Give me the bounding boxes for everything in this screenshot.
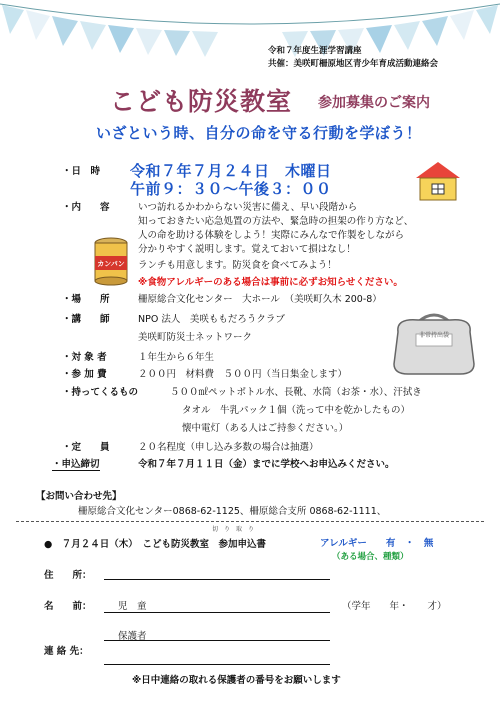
contact-label: 【お問い合わせ先】 [36,491,122,502]
fee: ２００円 材料費 ５００円（当日集金します） [138,369,348,380]
deadline-label: ・申込締切 [52,456,100,471]
content-line: 人の命を助ける体験をしよう！実際にみんなで作製をしながら [138,230,405,241]
deadline: 令和７年７月１１日（金）までに学校へお申込みください。 [138,459,395,470]
allergy-type-note: （ある場合、種類） [332,552,409,562]
instructor-2: 美咲町防災士ネットワーク [138,332,253,343]
house-icon [412,160,464,202]
bag-label: 非常持出袋 [418,332,449,339]
content-line: 分かりやすく説明します。覚えておいて損はなし！ [138,244,356,255]
child-name-field[interactable] [104,612,330,613]
fee-label: ・参 加 費 [62,369,107,380]
date-label: ・日 時 [62,166,101,177]
address-field[interactable] [104,579,330,580]
instructor-label: ・講 師 [62,314,110,325]
contact-text: 柵原総合文化センター0868-62-1125、柵原総合支所 0868-62-1111、 [78,506,387,517]
guardian-name-field[interactable] [104,640,330,641]
can-label: カンパン [97,260,125,268]
instructor-1: NPO 法人 美咲ももだろうクラブ [138,314,285,325]
target-label: ・対 象 者 [62,352,107,363]
event-date: 令和７年７月２４日 木曜日 [130,162,332,180]
bring-line: ５００㎖ペットボトル水、長靴、水筒（お茶・水）、汗拭き [170,387,422,398]
cut-mark: 切 り 取 り [212,526,255,533]
allergy-label: アレルギー 有 ・ 無 [320,538,434,549]
emergency-bag-icon [388,308,480,376]
content-label: ・内 容 [62,202,110,213]
content-line: 知っておきたい応急処置の方法や、緊急時の担架の作り方など、 [138,216,414,227]
course-name: 令和７年度生涯学習講座 [268,46,362,56]
page-subtitle: 参加募集のご案内 [318,95,430,111]
name-label: 名 前： [44,601,92,612]
address-label: 住 所： [44,570,92,581]
bring-label: ・持ってくるもの [62,387,139,398]
form-heading: ● ７月２４日（木） こども防災教室 参加申込書 [44,539,267,550]
organizer: 共催：美咲町柵原地区青少年育成活動連絡会 [268,59,439,69]
cut-line [16,521,484,522]
child-label: 児 童 [118,601,147,612]
target-audience: １年生から６年生 [138,352,215,363]
content-line: ランチも用意します。防災食を食べてみよう！ [138,260,337,271]
place-label: ・場 所 [62,294,110,305]
phone-label: 連 絡 先： [44,646,89,657]
bring-line: 懐中電灯（ある人はご持参ください。） [182,423,349,434]
content-line: いつ訪れるかわからない災害に備え、早い段階から [138,202,358,213]
event-place: 柵原総合文化センター 大ホール （美咲町久木 200-8） [138,294,382,305]
bring-line: タオル 牛乳パック１個（洗って中を乾かしたもの） [182,405,411,416]
event-time: 午前９：３０～午後３：００ [130,180,332,198]
phone-field[interactable] [104,664,330,665]
slogan: いざという時、自分の命を守る行動を学ぼう！ [96,124,422,142]
capacity: ２０名程度（申し込み多数の場合は抽選） [138,442,319,453]
phone-note: ※日中連絡の取れる保護者の番号をお願いします [132,675,341,686]
guardian-label: 保護者 [118,631,147,642]
allergy-warning: ※食物アレルギーのある場合は事前に必ずお知らせください。 [138,277,403,288]
page-title: こども防災教室 [110,87,293,116]
grade-label: （学年 年・ 才） [342,601,447,612]
capacity-label: ・定 員 [62,442,110,453]
